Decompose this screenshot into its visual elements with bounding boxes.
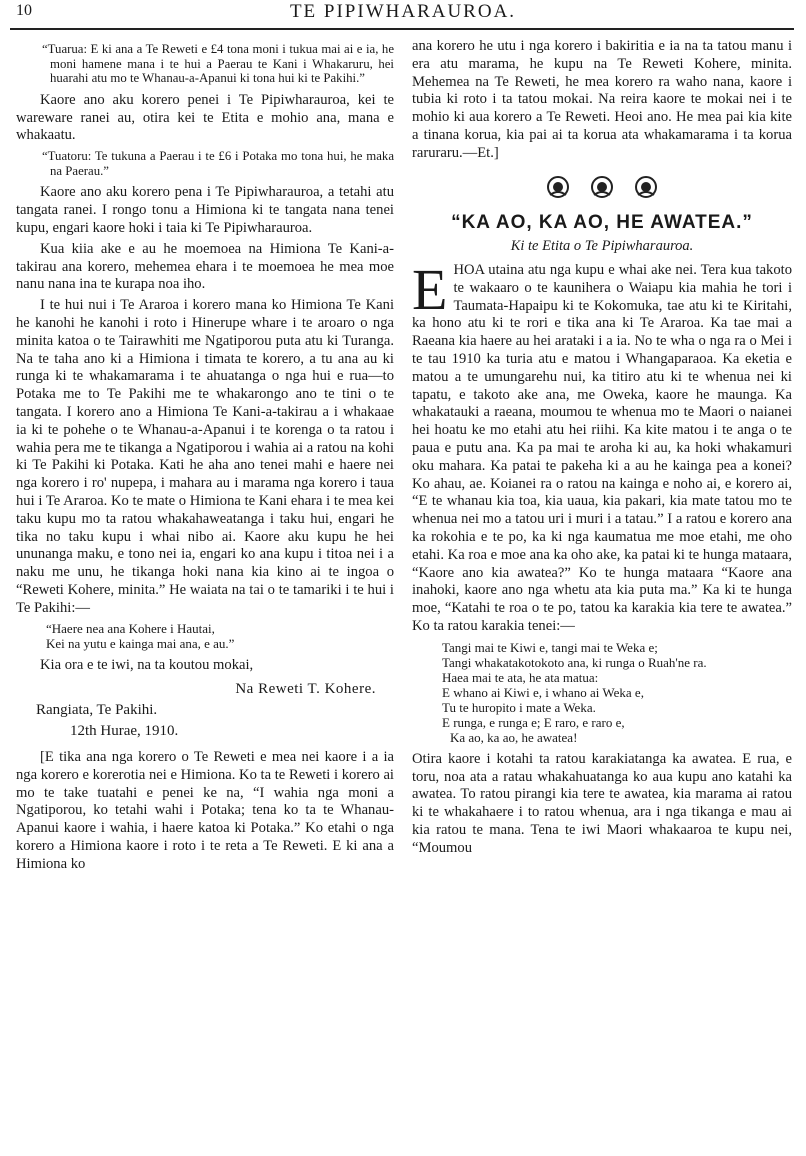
drop-cap: E bbox=[412, 256, 448, 322]
paragraph: Otira kaore i kotahi ta ratou karakiatanga ka awatea. E rua, e toru, noa ata a ratau whakahuatanga ko aua kupu ano katahi ka awatea. To ratou pirangi kia tere te awatea, kia marama ai ratou ki te whakahaere i to ratou whenua, ara i nga tikanga e mau ai kia ratou te mana. Tena te iwi Maori whakaaroa te kupu nei, “Moumou bbox=[412, 750, 792, 856]
song-line: “Haere nea ana Kohere i Hautai, bbox=[46, 621, 215, 637]
running-title: TE PIPIWHARAUROA. bbox=[289, 1, 517, 22]
article-subtitle: Ki te Etita o Te Pipiwharauroa. bbox=[510, 238, 694, 255]
signature: Na Reweti T. Kohere. bbox=[235, 681, 376, 698]
paragraph: Kia ora e te iwi, na ta koutou mokai, bbox=[40, 657, 254, 674]
flower-ornament-icon bbox=[634, 175, 658, 199]
paragraph: Kaore ano aku korero pena i Te Pipiwharauroa, a tetahi atu tangata ranei. I rongo tonu a Himiona ki te tangata nana tenei kupu, engari kaore hoki i taia ki Te Pipiwharauroa. bbox=[16, 184, 394, 236]
karakia-lines bbox=[442, 640, 792, 745]
paragraph: I te hui nui i Te Araroa i korero mana ko Himiona Te Kani he kanohi he kanohi i roto i Hinerupe whare i te aroaro o nga minita katoa o te Tairawhiti me Ngatiporou puta atu ki Turanga. Na te taha ano ki a Himiona i timata te korero, a tu ana au ki runga ki te whakamarama i te ahuatanga o nga hui e rua—to Potaka me to Te Pakihi me te whakarongo ano te tini o te tangata. I korero ano a Himiona Te Kani-a-takirau a i whakaae ia ki te pohehe o te Whanau-a-Apanui i te korenga o ta ratou i wahia pera me te tikanga a Ngatiporou i wahia ai a ratou na kohi ki Te Pakihi ki Potaka. Kati he aha ano tenei mahi e haere nei nga korero i ro' nupepa, i mahara au i marama nga korero i taua hui i Te Araroa. Ko te mate o Himiona te Kani ehara i te mea kei taku kupu mo ta ratou whakahaweatanga i taku hui, engari he tika no taku kupu i whai nibo ai. Kaore aku kupu he hei ununanga maku, e tono nei ia, engari ko ana kupu i titoa nei i a naku me unu, he tikanga hoki nana kia kino ai te ingoa o “Reweti Kohere, minita.” He waiata na tai o te tamariki i te hui i Te Pakihi:— bbox=[16, 297, 394, 616]
karakia-line: E runga, e runga e; E raro, e raro e, bbox=[442, 714, 625, 730]
karakia-line: Ka ao, ka ao, he awatea! bbox=[450, 729, 578, 745]
page-number: 10 bbox=[16, 2, 32, 19]
karakia-line: Tangi mai te Kiwi e, tangi mai te Weka e; bbox=[442, 639, 658, 655]
right-column bbox=[412, 38, 792, 860]
editor-note: [E tika ana nga korero o Te Reweti e mea nei kaore i a ia nga korero e korerotia nei e Himiona. Ko ta te Reweti i korero ai mo te take tuatahi e penei ke na, “I wahia nga moni a Ngatiporou, ko tetahi wahi i Potaka; tena ko ta te Whanau-Apanui kaore i wahia, i haere katoa ki Potaka.” Ko etahi o nga korero a Himiona kaore i roto i te reta a Te Reweti. E ki ana a Himiona ko bbox=[16, 749, 394, 872]
karakia-line: E whano ai Kiwi e, i whano ai Weka e, bbox=[442, 684, 644, 700]
flower-ornament-icon bbox=[546, 175, 570, 199]
page-header bbox=[0, 0, 806, 36]
song-lines bbox=[46, 621, 394, 651]
karakia-line: Haea mai te ata, he ata matua: bbox=[442, 669, 599, 685]
quote-tuarua: “Tuarua: E ki ana a Te Reweti e £4 tona moni i tukua mai ai e ia, he moni hamene mana i te hui a Paerau te Kani i Whakaruru, hei huarahi atu mo te Whanau-a-Apanui ki tona hui ki te Pakihi.” bbox=[42, 42, 394, 86]
article-text: HOA utaina atu nga kupu e whai ake nei. Tera kua takoto te wakaaro o te kaunihera o Waiapu kia mahia he tori i Taumata-Hapaipu ki te Kokomuka, tae atu ki te Kiritahi, ka hono atu ki te rori e tika ana ki Te Araroa. Ka tae mai a Raeana kia haere au hei arataki i a ia. No te wha o nga ra o Mei i te tau 1910 ka turia atu e matou i Whangaparaoa. Ka eketia e matou a te umungarehu nui, ka titiro atu ki te whenua nei ki tapatu, e takoto ake ana, me Oweka, kaore he maunga. Ka whakatauki a raeana, moumou te whenua mo te Maori o naianei hei hoatu ke mo etahi atu hei riihi. Ka kite matou i te anga o te paua e putu ana. Ka pa mai te aroha ki au, ka hoki whakamuri oku mahara. Ka patai te pakeha ki a au he kainga pea a konei? Ko ahau, ae. Koianei ra o ratou na kainga e noho ai, e korero ai, “E te whanau kia toa, kia uaua, kia pakari, kia mate tatou mo te whenua nei mo a tatou uri i muri i a tatau.” I a ratou e korero ana ka rokohia e te po, ka ki nga kaumatua me moe etahi, me oho etahi. Ka roa e moe ana ka oho ake, ka patai ki te hunga mataara, “Kaore ano kia awatea?” Ko te hunga mataara “Kaore ana inahoki, kaore ano nga whetu ata kia puta ma.” Ka ki te hunga moe, “Katahi te roa o te po, tatou ka karakia kia tere te awatea.” Ko ta ratou karakia tenei:— bbox=[412, 261, 792, 634]
karakia-line: Tangi whakatakotokoto ana, ki runga o Ruah'ne ra. bbox=[442, 654, 707, 670]
left-column bbox=[16, 38, 394, 877]
paragraph: Kua kiia ake e au he moemoea na Himiona Te Kani-a-takirau ana korero, mehemea ehara i te moemoea he mea moe nanu nana ina te kurapa noa iho. bbox=[16, 240, 394, 293]
article-headline: “KA AO, KA AO, HE AWATEA.” bbox=[451, 212, 753, 234]
letter-place: Rangiata, Te Pakihi. bbox=[36, 702, 158, 719]
article-body bbox=[412, 256, 792, 636]
paragraph: Kaore ano aku korero penei i Te Pipiwharauroa, kei te wareware ranei au, otira kei te Etita e mohio ana, mana e whakaatu. bbox=[16, 91, 394, 144]
flower-ornament-icon bbox=[590, 175, 614, 199]
quote-tuatoru: “Tuatoru: Te tukuna a Paerau i te £6 i Potaka mo tona hui, he maka na Paerau.” bbox=[42, 149, 394, 178]
ornament-row bbox=[412, 175, 792, 205]
header-rule bbox=[10, 28, 794, 30]
editor-note-continued: ana korero he utu i nga korero i bakiritia e ia na ta tatou manu i era atu marama, he kupu na Te Reweti Kohere, minita. Mehemea na Te Reweti, he mea korero ra waho nana, kaore i tubia ki roto i ta tatou mokai. Na reira kaore te mokai nei i te mohio ki aua korero a Te Reweti. Heoi ano. He mea pai kia kite a tinana korua, kia pai ai ta korua ata whakamarama i ta korua raruraru.—Et.] bbox=[412, 38, 792, 161]
karakia-line: Tu te huropito i mate a Weka. bbox=[442, 699, 596, 715]
letter-date: 12th Hurae, 1910. bbox=[70, 723, 179, 740]
song-line: Kei na yutu e kainga mai ana, e au.” bbox=[46, 636, 235, 652]
